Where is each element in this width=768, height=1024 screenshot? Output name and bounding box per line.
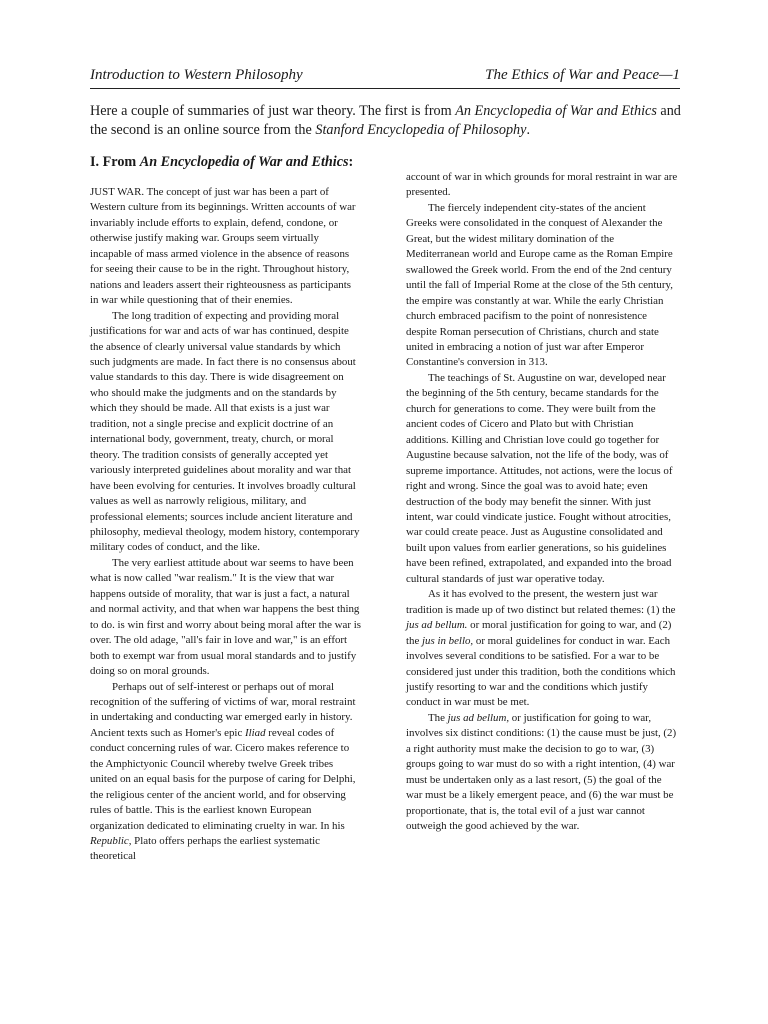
section-heading [90, 153, 353, 171]
text-run: or moral justification for going to war, and (2) the [406, 619, 672, 647]
right-column [406, 170, 678, 834]
page-title: The Ethics of War and Peace—1 [485, 67, 680, 83]
paragraph: The teachings of St. Augustine on war, developed near the beginning of the 5th century, became standards for the church for generations to come. They were built from the ancient codes of Cicero and Plato but with Christian additions. Killing and Christian love could go together for Augustine because salvation, not the life of the body, was of supreme importance. Attitudes, not actions, were the locus of right and wrong. Since the goal was to avoid hate; even destruction of the body may benefit the sinner. With just intent, war could vindicate justice. Fought without atrocities, war could create peace. Just as Augustine consolidated and built upon values from earlier generations, so his guidelines have been refined, extrapolated, and expanded into the broad cultural standards of just war operative today. [406, 371, 673, 585]
intro-paragraph [90, 102, 690, 140]
section-title: An Encyclopedia of War and Ethics [139, 154, 349, 170]
section-prefix: I. From [90, 154, 140, 170]
italic-term: jus ad bellum. [406, 619, 468, 632]
italic-term: jus in bello, [422, 634, 474, 647]
text-run: Plato offers perhaps the earliest systematic theoretical [90, 835, 320, 863]
text-run: The [428, 711, 448, 724]
text-run: or justification for going to war, involves six distinct conditions: (1) the cause must be just, (2) a right authority must make the decision to go to war, (3) groups going to war must do so with a right intention, (4) war must be undertaken only as a last resort, (5) the goal of the war must be a likely emergent peace, and (6) the war must be proportionate, that is, the total evil of a just war cannot outweigh the good achieved by the war. [406, 711, 677, 833]
paragraph [406, 711, 678, 835]
paragraph: The very earliest attitude about war seems to have been what is now called "war realism." It is the view that war happens outside of morality, that war is just a fact, a natural and normal activity, and that when war happens the best thing to do. is win first and worry about being moral after the war is over. The old adage, "all's fair in love and war," is an effort both to exempt war from usual moral standards and to justify doing so on moral grounds. [90, 556, 361, 678]
intro-source-1: An Encyclopedia of War and Ethics [455, 103, 657, 119]
paragraph [90, 680, 362, 865]
intro-text: . [526, 122, 530, 138]
paragraph: The fiercely independent city-states of the ancient Greeks were consolidated in the conquest of Alexander the Great, but the widest military domination of the Mediterranean world and Europe came as the Roman Empire swallowed the Greek world. From the end of the 2nd century until the fall of Imperial Rome at the close of the 5th century, the empire was constantly at war. While the early Christian church embraced pacifism to the point of nonresistence despite Roman persecution of Christians, church and state united in embracing a notion of just war after Emperor Constantine's conversion in 313. [406, 201, 673, 369]
text-run: Perhaps out of self-interest or perhaps out of moral recognition of the suffering of victims of war, moral restraint in undertaking and conducting war emerged early in history. Ancient texts such as Homer's epic [90, 680, 356, 739]
italic-term: jus ad bellum, [447, 711, 510, 724]
paragraph: The long tradition of expecting and providing moral justifications for war and acts of war has continued, despite the absence of clearly universal value standards by which such judgments are made. In fact there is no consensus about value standards to this day. There is wide disagreement on who should make the judgments and on the standards by which they should be made. All that exists is a just war tradition, not a single precise and explicit doctrine of an international body, government, treaty, church, or moral theory. The tradition consists of generally accepted yet variously interpreted guidelines about morality and war that have been evolving for centuries. It involves broadly cultural values as well as narrowly religious, military, and professional elements; sources include ancient literature and philosophy, medieval theology, modem history, contemporary military codes of conduct, and the like. [90, 309, 360, 554]
section-suffix: : [348, 154, 354, 170]
intro-text: and the second is an online source from the [90, 103, 681, 138]
text-run: or moral guidelines for conduct in war. Each involves several conditions to be satisfied. For a war to be considered just under this tradition, both the conditions which justify resorting to war and the conditions which justify conduct in war must be met. [406, 634, 676, 709]
course-title: Introduction to Western Philosophy [90, 67, 303, 83]
paragraph [406, 587, 678, 711]
paragraph: JUST WAR. The concept of just war has been a part of Western culture from its beginnings. Written accounts of war invariably include efforts to explain, defend, condone, or otherwise justify making war. Groups seem virtually incapable of mass armed violence in the absence of reasons for seeing their cause to be in the right. Throughout history, nations and leaders assert their righteousness as participants in war while questioning that of their enemies. [90, 186, 356, 307]
text-run: reveal codes of conduct concerning rules of war. Cicero makes reference to the Amphictyonic Council whereby twelve Greek tribes united on an equal basis for the purpose of caring for Delphi, the religious center of the ancient world, and for observing rules of battle. This is the earliest known European organization dedicated to eliminating cruelty in war. In his [90, 726, 356, 832]
page-header [90, 66, 680, 89]
italic-title: Republic, [90, 835, 132, 848]
paragraph: account of war in which grounds for moral restraint in war are presented. [406, 171, 678, 199]
intro-source-2: Stanford Encyclopedia of Philosophy [315, 122, 527, 138]
intro-text: Here a couple of summaries of just war theory. The first is from [90, 103, 456, 119]
left-column [90, 185, 362, 865]
italic-title: Iliad [245, 726, 266, 739]
text-run: As it has evolved to the present, the western just war tradition is made up of two distinct but related themes: (1) the [406, 588, 676, 616]
